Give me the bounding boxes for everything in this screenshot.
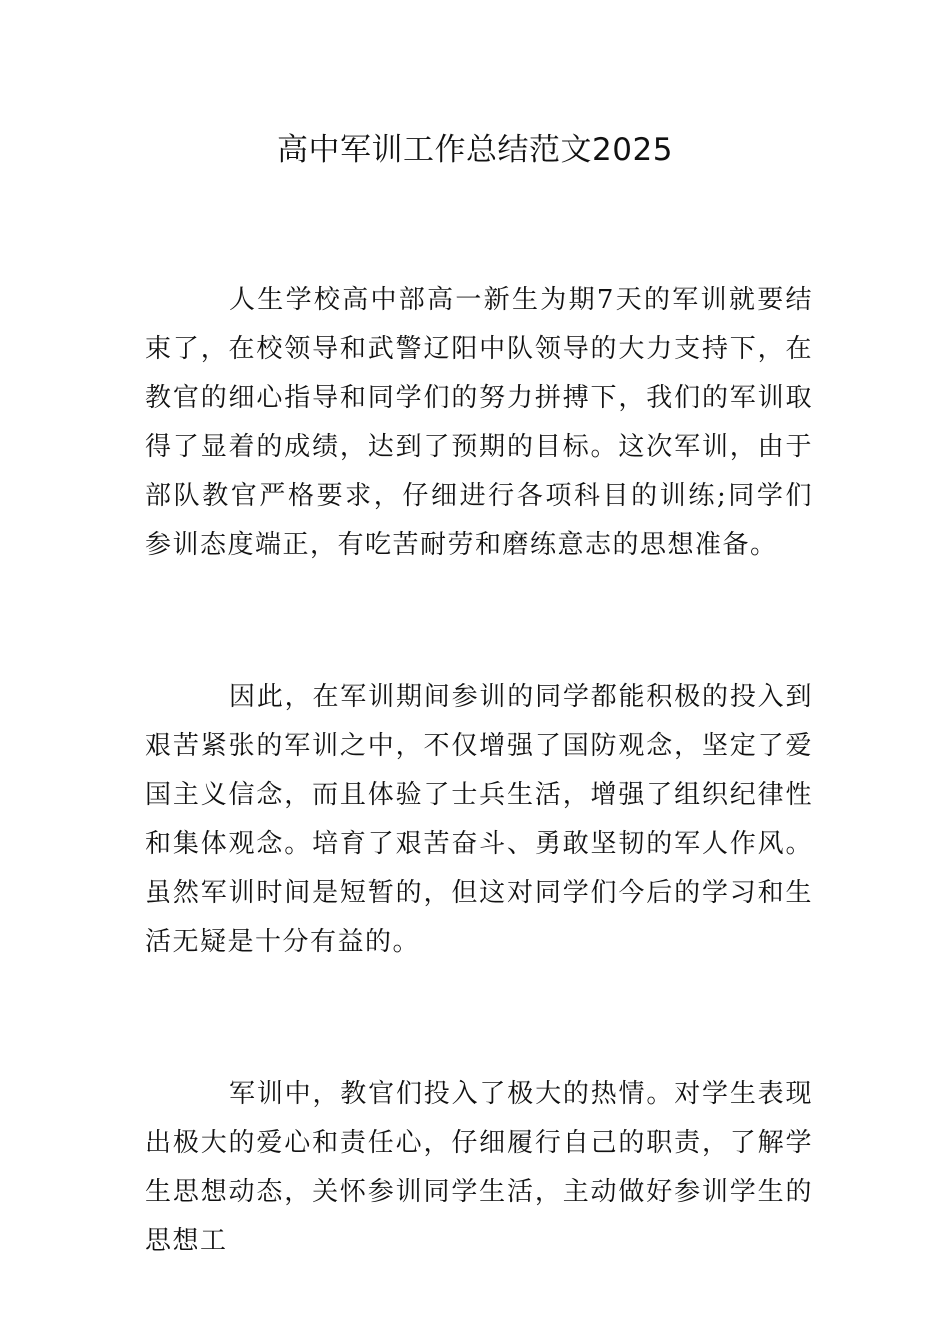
body-paragraph: 因此，在军训期间参训的同学都能积极的投入到艰苦紧张的军训之中，不仅增强了国防观念，坚定了爱国主义信念，而且体验了士兵生活，增强了组织纪律性和集体观念。培育了艰苦奋斗、勇敢坚韧的军人作风。虽然军训时间是短暂的，但这对同学们今后的学习和生活无疑是十分有益的。 xyxy=(145,682,813,957)
body-paragraph: 人生学校高中部高一新生为期7天的军训就要结束了，在校领导和武警辽阳中队领导的大力支持下，在教官的细心指导和同学们的努力拼搏下，我们的军训取得了显着的成绩，达到了预期的目标。这次军训，由于部队教官严格要求，仔细进行各项科目的训练;同学们参训态度端正，有吃苦耐劳和磨练意志的思想准备。 xyxy=(145,285,813,560)
document-title: 高中军训工作总结范文2025 xyxy=(277,132,673,168)
body-paragraph: 军训中，教官们投入了极大的热情。对学生表现出极大的爱心和责任心，仔细履行自己的职责，了解学生思想动态，关怀参训同学生活，主动做好参训学生的思想工 xyxy=(145,1079,813,1256)
